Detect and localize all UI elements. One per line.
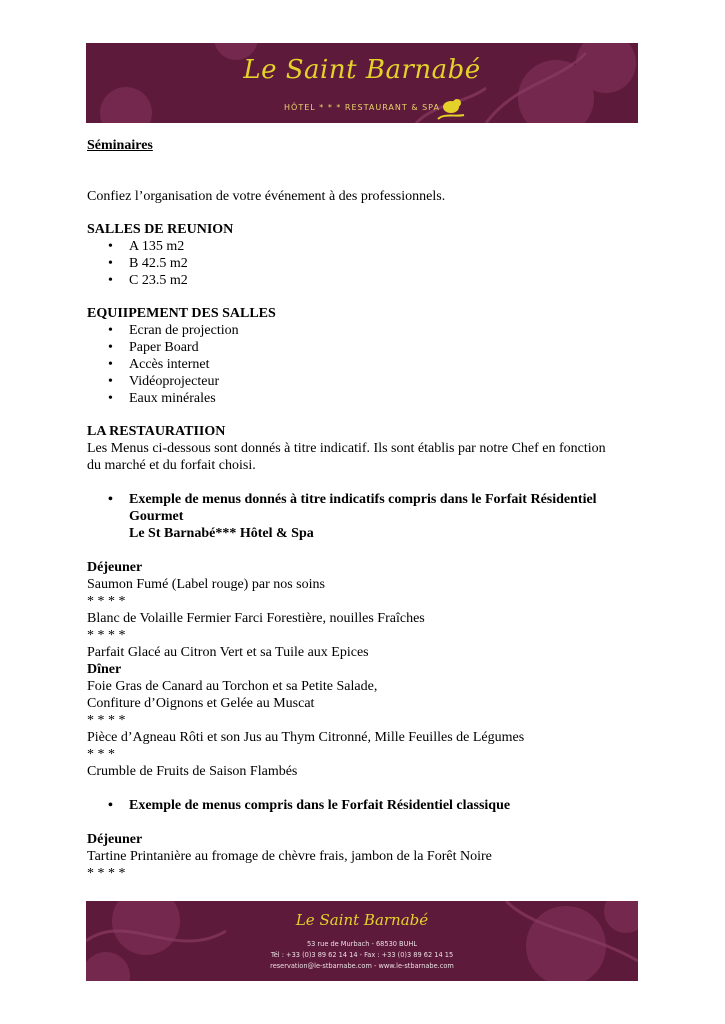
restauration-text: Les Menus ci-dessous sont donnés à titre indicatif. Ils sont établis par notre Chef en fonction: [87, 441, 606, 456]
menu-item: Saumon Fumé (Label rouge) par nos soins: [87, 577, 325, 592]
menu-item: Tartine Printanière au fromage de chèvre frais, jambon de la Forêt Noire: [87, 849, 492, 864]
footer-address: 53 rue de Murbach - 68530 BUHL: [306, 940, 418, 948]
footer-contact: reservation@le-stbarnabe.com - www.le-stbarnabe.com: [270, 962, 454, 970]
bird-icon: [436, 95, 466, 121]
intro-text: Confiez l’organisation de votre événement à des professionnels.: [87, 189, 446, 204]
hotel-subtitle: HÔTEL * * * RESTAURANT & SPA: [284, 103, 440, 112]
footer-banner: [86, 901, 638, 981]
restauration-text: du marché et du forfait choisi.: [87, 458, 256, 473]
diner-heading: Dîner: [87, 662, 122, 677]
list-item: • C 23.5 m2: [87, 272, 647, 289]
salles-heading: SALLES DE REUNION: [87, 222, 234, 237]
menu-item: Blanc de Volaille Fermier Farci Forestière, nouilles Fraîches: [87, 611, 425, 626]
menu-separator: * * * *: [87, 628, 126, 643]
list-item: • Vidéoprojecteur: [87, 373, 647, 390]
menu-item: Crumble de Fruits de Saison Flambés: [87, 764, 298, 779]
page-title: Séminaires: [87, 138, 153, 153]
menu-item: Confiture d’Oignons et Gelée au Muscat: [87, 696, 315, 711]
document-body: [87, 137, 647, 882]
menu-item: Foie Gras de Canard au Torchon et sa Petite Salade,: [87, 679, 378, 694]
menu-separator: * * * *: [87, 866, 126, 881]
footer-logo: Le Saint Barnabé: [295, 911, 429, 929]
list-item: • A 135 m2: [87, 238, 647, 255]
list-item: • Accès internet: [87, 356, 647, 373]
gourmet-title: Le St Barnabé*** Hôtel & Spa: [129, 526, 314, 541]
gourmet-bullet: [87, 491, 647, 542]
dejeuner-heading: Déjeuner: [87, 560, 143, 575]
header-banner: [86, 43, 638, 123]
gourmet-title: Exemple de menus donnés à titre indicatifs compris dans le Forfait Résidentiel: [129, 492, 597, 507]
restauration-heading: LA RESTAURATIION: [87, 424, 226, 439]
menu-separator: * * *: [87, 747, 115, 762]
salles-list: [87, 238, 647, 289]
hotel-logo: Le Saint Barnabé: [243, 55, 481, 85]
menu-item: Pièce d’Agneau Rôti et son Jus au Thym Citronné, Mille Feuilles de Légumes: [87, 730, 525, 745]
list-item: • Paper Board: [87, 339, 647, 356]
classique-title: • Exemple de menus compris dans le Forfait Résidentiel classique: [87, 797, 647, 814]
classique-bullet: [87, 797, 647, 814]
dejeuner-heading: Déjeuner: [87, 832, 143, 847]
menu-separator: * * * *: [87, 594, 126, 609]
equipement-list: [87, 322, 647, 407]
list-item: • Ecran de projection: [87, 322, 647, 339]
menu-separator: * * * *: [87, 713, 126, 728]
list-item: • B 42.5 m2: [87, 255, 647, 272]
list-item: • Eaux minérales: [87, 390, 647, 407]
gourmet-title: Gourmet: [129, 509, 184, 524]
menu-item: Parfait Glacé au Citron Vert et sa Tuile aux Epices: [87, 645, 369, 660]
footer-phone: Tél : +33 (0)3 89 62 14 14 - Fax : +33 (0)3 89 62 14 15: [270, 951, 454, 959]
equipement-heading: EQUIIPEMENT DES SALLES: [87, 306, 276, 321]
